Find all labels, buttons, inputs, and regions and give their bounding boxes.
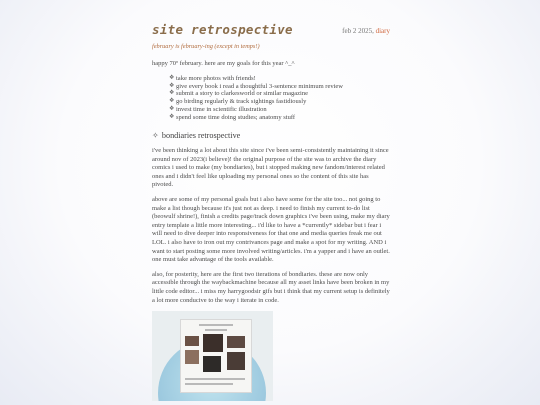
entry-header	[152, 22, 390, 37]
section-heading: ✧ bondiaries retrospective	[152, 131, 241, 141]
list-item: ❖ spend some time doing studies; anatomy stuff	[169, 114, 296, 122]
list-item: ❖ submit a story to clarkesworld or similar magazine	[169, 90, 308, 98]
paragraph: above are some of my personal goals but i also have some for the site too... not going to make a list though because it's just not as deep. i need to finish my current to-do list (beowulf shrine!), finish a credits page/track down graphics i've been using, make my diary entry template a little more interesting... i'd like to have a *currently* sidebar but i fear i will need to dive deeper into responsiveness for that one and media queries freak me out LOL. i also have to iron out my contrivances page and make a spot for my writing. AND i want to start posting some more involved writing/articles. i'm a yapper and i have an outlet. one must take advantage of the tools available.	[152, 196, 390, 264]
diamond-icon: ❖	[169, 106, 175, 113]
screenshot-card	[180, 319, 252, 393]
category-link-diary[interactable]: diary	[375, 27, 390, 35]
paragraph: i've been thinking a lot about this site since i've been semi-consistently maintaining it since around nov of 2023(i believe)! the original purpose of the site was to archive the diary comics i used to make (my bondiaries), but i stopped making new fandom/interest related ones and i didn't feel like uploading my personal ones so the content of this site has pivoted.	[152, 147, 389, 189]
diary-entry	[152, 22, 390, 401]
entry-meta	[342, 27, 390, 35]
diamond-icon: ❖	[169, 82, 175, 89]
site-screenshot-image[interactable]	[152, 311, 273, 401]
diamond-icon: ❖	[169, 90, 175, 97]
page-title: site retrospective	[152, 22, 293, 37]
paragraph: also, for posterity, here are the first two iterations of bondiaries. these are now only accessible through the waybackmachine because all my asset links have been broken in my little code editor... i miss my harrygoodsir gifs but i think that my current setup is definitely a lot more conducive to the way i iterate in code.	[152, 270, 390, 304]
list-item: ❖ take more photos with friends!	[169, 74, 256, 82]
entry-subtitle: february is february-ing (except in temps!)	[152, 43, 260, 50]
entry-date: feb 2 2025,	[342, 27, 374, 35]
intro-text: happy 70º february. here are my goals for this year ^_^	[152, 60, 295, 67]
diamond-icon: ❖	[169, 74, 175, 81]
list-item: ❖ give every book i read a thoughtful 3-sentence minimum review	[169, 82, 343, 90]
goals-list	[152, 75, 390, 122]
diamond-outline-icon: ✧	[152, 131, 159, 141]
list-item: ❖ go birding regularly & track sightings fastidiously	[169, 98, 307, 106]
list-item: ❖ invest time in scientific illustration	[169, 106, 267, 114]
diamond-icon: ❖	[169, 98, 175, 105]
diamond-icon: ❖	[169, 114, 175, 121]
